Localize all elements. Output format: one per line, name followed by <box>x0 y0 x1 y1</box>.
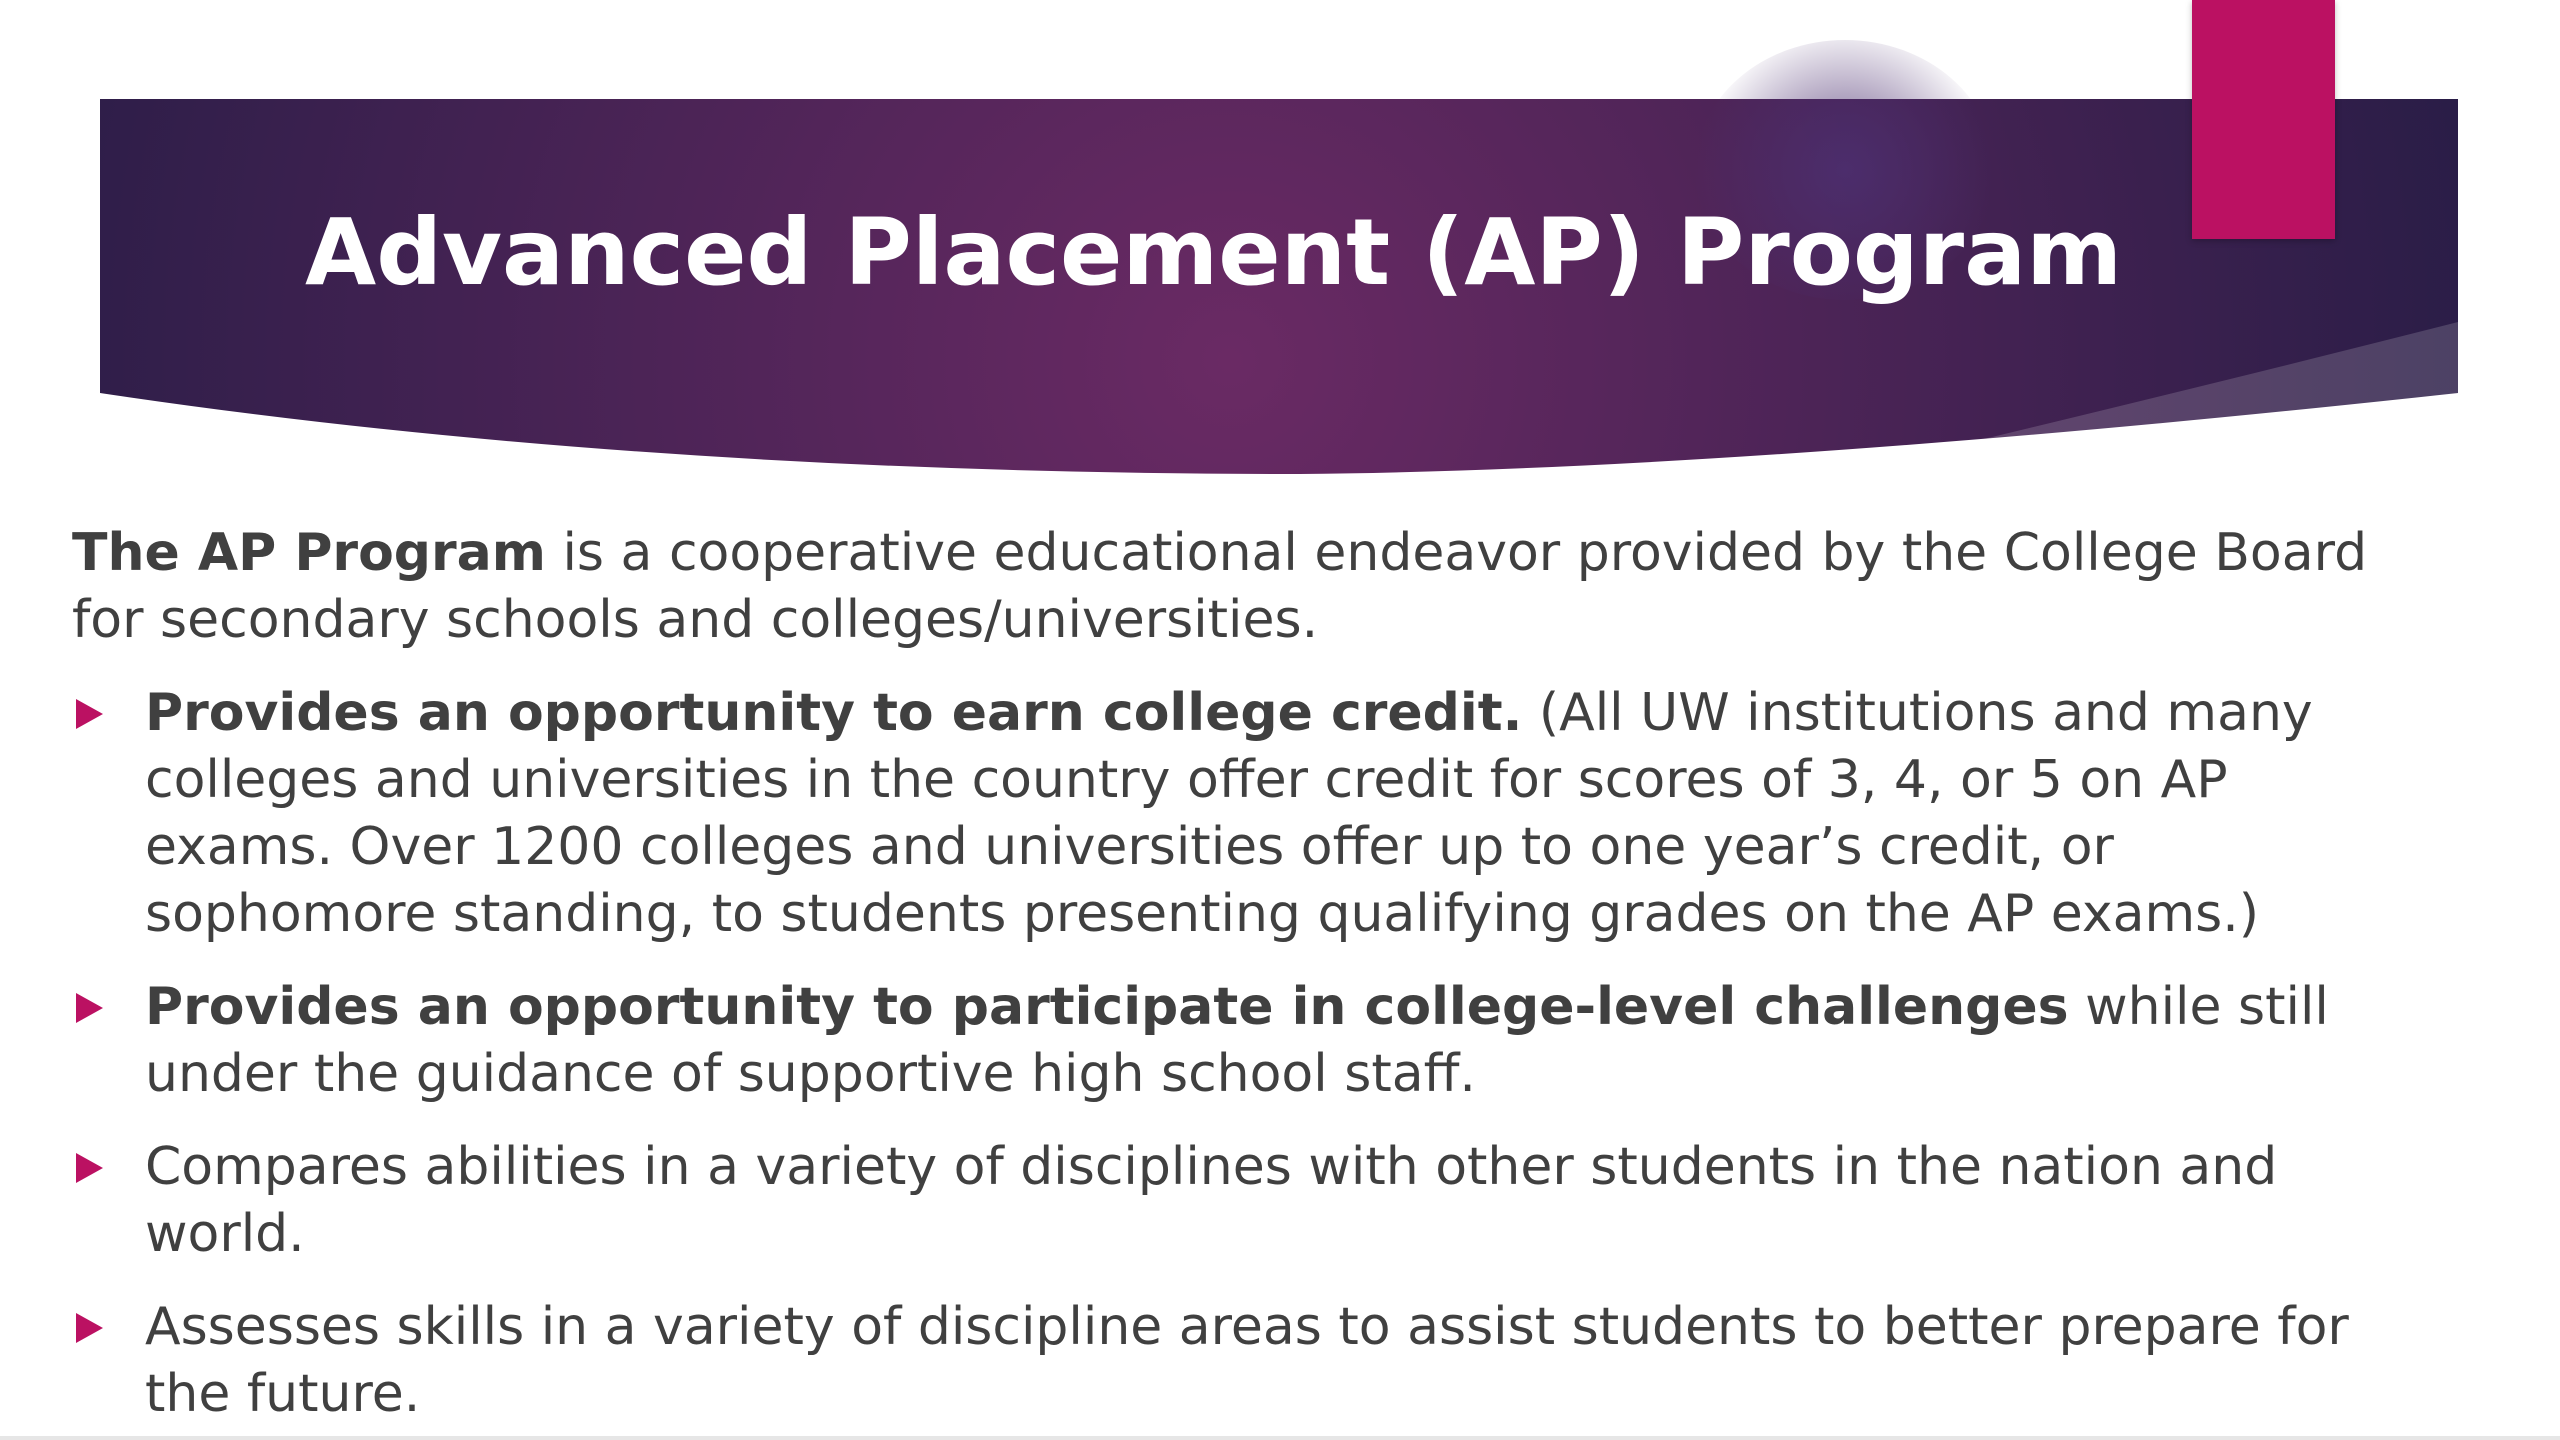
bullet-text: Assesses skills in a variety of discipline areas to assist students to better prepare for the future. <box>145 1297 2349 1424</box>
bullet-item <box>72 1294 2372 1428</box>
intro-bold-text: The AP Program <box>72 523 546 583</box>
bullet-item <box>72 680 2372 948</box>
triangle-bullet-icon <box>76 699 103 729</box>
accent-tab <box>2192 0 2335 239</box>
bullet-text: while still under the guidance of supportive high school staff. <box>145 977 2329 1104</box>
slide-bottom-border <box>0 1436 2560 1440</box>
intro-paragraph <box>72 520 2372 654</box>
bullet-text: Compares abilities in a variety of disciplines with other students in the nation and world. <box>145 1137 2278 1264</box>
bullet-text: (All UW institutions and many colleges and universities in the country offer credit for scores of 3, 4, or 5 on AP exams. Over 1200 colleges and universities offer up to one year’s credit, or sophomore standing, to students presenting qualifying grades on the AP exams.) <box>145 683 2313 944</box>
bullet-list <box>72 680 2372 1428</box>
bullet-item <box>72 1134 2372 1268</box>
slide-body <box>72 520 2372 1440</box>
bullet-item <box>72 974 2372 1108</box>
triangle-bullet-icon <box>76 1313 103 1343</box>
triangle-bullet-icon <box>76 993 103 1023</box>
intro-text: is a cooperative educational endeavor provided by the College Board for secondary schools and colleges/universities. <box>72 523 2368 650</box>
bullet-bold-text: Provides an opportunity to earn college credit. <box>145 683 1523 743</box>
triangle-bullet-icon <box>76 1153 103 1183</box>
slide-title: Advanced Placement (AP) Program <box>305 199 2123 306</box>
bullet-bold-text: Provides an opportunity to participate in college-level challenges <box>145 977 2069 1037</box>
